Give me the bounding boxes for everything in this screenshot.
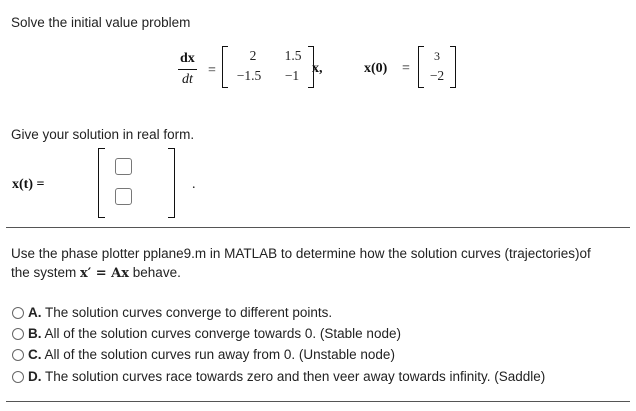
answer-lhs: x(t) =	[12, 177, 45, 192]
system-equation: x′ = Ax	[80, 266, 130, 281]
option-d-text: The solution curves race towards zero and then veer away towards infinity. (Saddle)	[45, 369, 546, 384]
option-c-text: All of the solution curves run away from 0. (Unstable node)	[44, 347, 395, 362]
ode-equals: =	[208, 63, 216, 78]
answer-period: .	[192, 177, 196, 192]
matrix-cell-12: 1.5	[284, 48, 302, 63]
ode-fraction	[178, 51, 197, 88]
question-prompt: Solve the initial value problem	[11, 15, 191, 30]
radio-option-c[interactable]	[12, 349, 24, 361]
radio-option-d[interactable]	[12, 371, 24, 383]
initial-vector	[418, 46, 458, 88]
radio-option-b[interactable]	[12, 328, 24, 340]
ode-vector-x: x,	[312, 61, 323, 76]
option-d-letter: D.	[28, 369, 42, 384]
initial-right-bracket	[450, 46, 456, 88]
matrix-cell-11: 2	[249, 48, 257, 63]
option-d[interactable]	[28, 369, 545, 384]
coefficient-matrix	[222, 46, 322, 88]
option-c-letter: C.	[28, 347, 42, 362]
matrix-cell-21: −1.5	[236, 68, 262, 83]
option-a-letter: A.	[28, 305, 42, 320]
system-suffix: behave.	[132, 265, 181, 280]
option-b-letter: B.	[28, 326, 42, 341]
option-c[interactable]	[28, 347, 395, 362]
answer-right-bracket	[168, 148, 175, 218]
initial-lhs: x(0)	[364, 61, 388, 76]
system-description	[11, 265, 181, 281]
radio-option-a[interactable]	[12, 307, 24, 319]
answer-input-component-1[interactable]	[115, 158, 132, 175]
option-a[interactable]	[28, 305, 332, 320]
initial-equals: =	[402, 61, 410, 76]
answer-vector	[98, 148, 180, 218]
answer-input-component-2[interactable]	[115, 188, 132, 205]
phase-plotter-instruction: Use the phase plotter pplane9.m in MATLAB to determine how the solution curves (trajectories)of	[11, 246, 591, 261]
bottom-divider	[6, 401, 630, 402]
initial-cell-2: −2	[429, 68, 445, 83]
matrix-cell-22: −1	[284, 68, 300, 83]
matrix-left-bracket	[222, 46, 228, 88]
option-b[interactable]	[28, 326, 401, 341]
ode-denominator: dt	[181, 72, 193, 87]
initial-cell-1: 3	[434, 49, 440, 63]
answer-left-bracket	[98, 148, 105, 218]
option-a-text: The solution curves converge to different points.	[45, 305, 333, 320]
ode-numerator: dx	[178, 51, 197, 70]
section-divider	[6, 227, 630, 228]
real-form-instruction: Give your solution in real form.	[11, 127, 195, 142]
system-prefix: the system	[11, 265, 77, 280]
option-b-text: All of the solution curves converge towards 0. (Stable node)	[44, 326, 401, 341]
